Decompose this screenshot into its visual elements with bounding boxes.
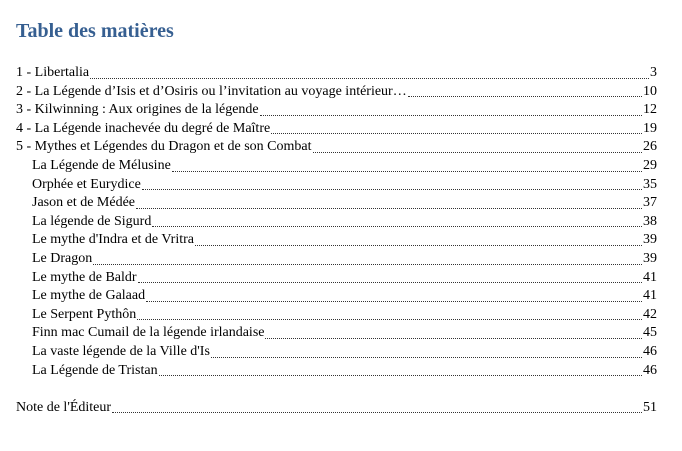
toc-entry-label: Le mythe de Galaad [32, 288, 146, 304]
toc-entry-label: Le mythe de Baldr [32, 269, 137, 285]
toc-dot-leader [271, 132, 642, 134]
toc-entry[interactable] [16, 138, 657, 157]
toc-dot-leader [211, 356, 642, 358]
toc-list [16, 64, 657, 417]
toc-page-number: 10 [643, 83, 657, 99]
toc-subentry[interactable] [16, 343, 657, 362]
toc-entry-label: 2 - La Légende d’Isis et d’Osiris ou l’invitation au voyage intérieur… [16, 83, 407, 99]
toc-entry-label: La légende de Sigurd [32, 213, 152, 229]
toc-subentry[interactable] [16, 213, 657, 232]
toc-page-number: 29 [643, 157, 657, 173]
toc-dot-leader [136, 207, 642, 209]
toc-dot-leader [260, 114, 642, 116]
toc-entry-label: 3 - Kilwinning : Aux origines de la légende [16, 102, 259, 118]
toc-entry[interactable] [16, 101, 657, 120]
toc-dot-leader [142, 188, 642, 190]
toc-entry-label: La Légende de Tristan [32, 362, 158, 378]
toc-dot-leader [146, 300, 642, 302]
toc-subentry[interactable] [16, 306, 657, 325]
toc-entry[interactable] [16, 83, 657, 102]
toc-entry[interactable] [16, 399, 657, 418]
toc-subentry[interactable] [16, 287, 657, 306]
toc-page-number: 19 [643, 120, 657, 136]
toc-page-number: 46 [643, 362, 657, 378]
toc-page-number: 46 [643, 343, 657, 359]
toc-subentry[interactable] [16, 176, 657, 195]
toc-entry-label: 5 - Mythes et Légendes du Dragon et de son Combat [16, 139, 312, 155]
toc-entry-label: 1 - Libertalia [16, 65, 90, 80]
toc-entry[interactable] [16, 120, 657, 139]
toc-dot-leader [265, 337, 642, 339]
toc-title: Table des matières [16, 20, 174, 42]
toc-page-number: 41 [643, 288, 657, 304]
toc-dot-leader [137, 318, 642, 320]
toc-subentry[interactable] [16, 362, 657, 381]
toc-entry-label: Finn mac Cumail de la légende irlandaise [32, 325, 265, 341]
toc-dot-leader [93, 263, 642, 265]
toc-dot-leader [152, 225, 642, 227]
toc-page-number: 41 [643, 269, 657, 285]
toc-subentry[interactable] [16, 269, 657, 288]
toc-page-number: 51 [643, 399, 657, 415]
toc-page-number: 3 [650, 65, 657, 80]
toc-dot-leader [195, 244, 642, 246]
toc-dot-leader [90, 77, 649, 79]
toc-entry-label: Le Dragon [32, 250, 93, 266]
toc-entry-label: Le Serpent Pythôn [32, 306, 137, 322]
toc-dot-leader [112, 411, 642, 413]
toc-entry-label: Note de l'Éditeur [16, 399, 112, 415]
toc-page-number: 39 [643, 232, 657, 248]
toc-page-number: 35 [643, 176, 657, 192]
toc-entry-label: Jason et de Médée [32, 195, 136, 211]
toc-entry[interactable] [16, 64, 657, 83]
toc-entry-label: La vaste légende de la Ville d'Is [32, 343, 210, 359]
toc-subentry[interactable] [16, 157, 657, 176]
toc-page-number: 45 [643, 325, 657, 341]
toc-entry-label: La Légende de Mélusine [32, 157, 171, 173]
toc-page-number: 12 [643, 102, 657, 118]
toc-dot-leader [159, 374, 642, 376]
toc-subentry[interactable] [16, 194, 657, 213]
toc-entry-label: Le mythe d'Indra et de Vritra [32, 232, 194, 248]
toc-page-number: 38 [643, 213, 657, 229]
toc-page-number: 42 [643, 306, 657, 322]
toc-subentry[interactable] [16, 250, 657, 269]
toc-dot-leader [408, 95, 642, 97]
toc-entry-label: Orphée et Eurydice [32, 176, 141, 192]
toc-page-number: 39 [643, 250, 657, 266]
toc-subentry[interactable] [16, 324, 657, 343]
toc-subentry[interactable] [16, 231, 657, 250]
toc-page-number: 26 [643, 139, 657, 155]
toc-dot-leader [172, 170, 642, 172]
toc-dot-leader [138, 281, 642, 283]
toc-page-number: 37 [643, 195, 657, 211]
toc-entry-label: 4 - La Légende inachevée du degré de Maître [16, 120, 271, 136]
toc-dot-leader [313, 151, 643, 153]
